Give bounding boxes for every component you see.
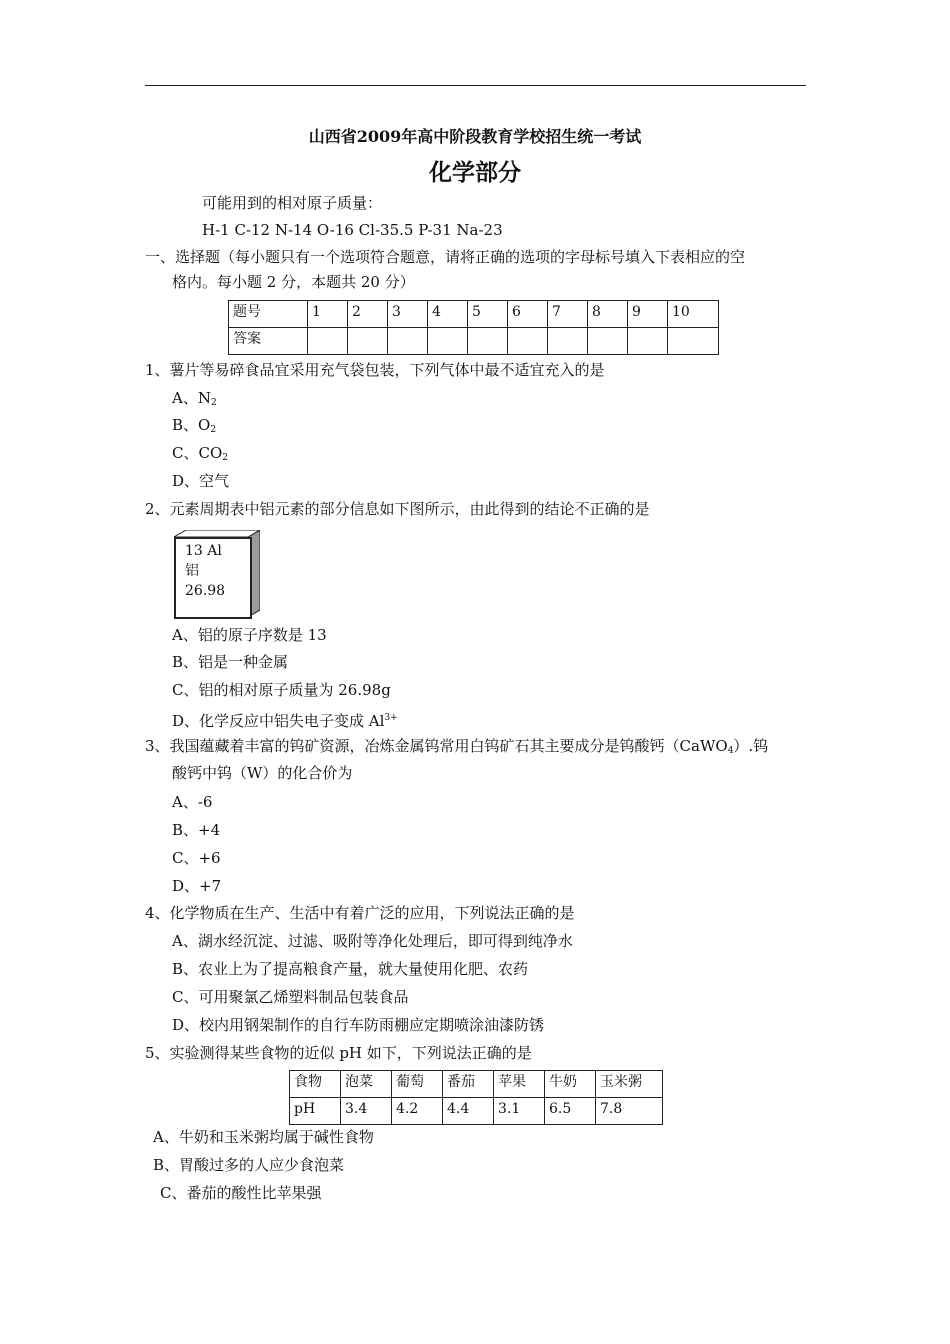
answer-table <box>228 300 719 355</box>
exam-subtitle: 化学部分 <box>429 159 521 186</box>
q5-option-c: C、番茄的酸性比苹果强 <box>160 1184 322 1202</box>
answer-cell <box>308 328 348 355</box>
ph-table-value: 4.4 <box>443 1098 494 1125</box>
answer-table-number: 2 <box>348 301 388 328</box>
q2-option-c: C、铝的相对原子质量为 26.98g <box>172 681 391 699</box>
answer-table-number: 6 <box>508 301 548 328</box>
element-name: 铝 <box>185 563 199 579</box>
top-rule <box>145 85 806 86</box>
ph-table-header: 葡萄 <box>392 1071 443 1098</box>
element-mass: 26.98 <box>185 583 226 599</box>
answer-table-answer-row <box>229 328 719 355</box>
ph-table-value: 3.1 <box>494 1098 545 1125</box>
q2-stem: 2、元素周期表中铝元素的部分信息如下图所示，由此得到的结论不正确的是 <box>145 500 650 518</box>
ph-table-value-row <box>290 1098 663 1125</box>
ph-table-header: 番茄 <box>443 1071 494 1098</box>
answer-table-number: 5 <box>468 301 508 328</box>
q2-option-d: D、化学反应中铝失电子变成 $Al^{3+}$ <box>172 712 398 730</box>
ph-table-header: 玉米粥 <box>596 1071 663 1098</box>
q5-option-a: A、牛奶和玉米粥均属于碱性食物 <box>153 1128 374 1146</box>
q1-option-d: D、空气 <box>172 472 230 490</box>
answer-table-number: 4 <box>428 301 468 328</box>
q2-option-b: B、铝是一种金属 <box>172 653 289 671</box>
q4-option-c: C、可用聚氯乙烯塑料制品包装食品 <box>172 988 409 1006</box>
answer-cell <box>588 328 628 355</box>
answer-table-header-answer: 答案 <box>229 328 308 355</box>
answer-table-number: 3 <box>388 301 428 328</box>
ph-table-value: 6.5 <box>545 1098 596 1125</box>
answer-table-number: 9 <box>628 301 668 328</box>
ph-table-value: 4.2 <box>392 1098 443 1125</box>
answer-table-number: 10 <box>668 301 719 328</box>
q4-option-d: D、校内用钢架制作的自行车防雨棚应定期喷涂油漆防锈 <box>172 1016 545 1034</box>
q3-option-b: B、+4 <box>172 821 221 839</box>
answer-table-header-number: 题号 <box>229 301 308 328</box>
answer-cell <box>468 328 508 355</box>
section1-instructions: 一、选择题（每小题只有一个选项符合题意，请将正确的选项的字母标号填入下表相应的空 <box>145 248 746 266</box>
q3-option-d: D、+7 <box>172 877 222 895</box>
element-number-symbol: 13 Al <box>185 543 222 559</box>
answer-cell <box>628 328 668 355</box>
ph-table-header: 泡菜 <box>341 1071 392 1098</box>
answer-cell <box>508 328 548 355</box>
q4-option-a: A、湖水经沉淀、过滤、吸附等净化处理后，即可得到纯净水 <box>172 932 573 950</box>
q2-option-a: A、铝的原子序数是 13 <box>172 626 327 644</box>
answer-table-number-row <box>229 301 719 328</box>
q1-option-a: A、$N_2$ <box>172 389 217 408</box>
ph-table-header: 食物 <box>290 1071 341 1098</box>
answer-cell <box>428 328 468 355</box>
exam-title: 山西省2009年高中阶段教育学校招生统一考试 <box>308 127 642 146</box>
answer-cell <box>548 328 588 355</box>
section1-instructions-cont: 格内。每小题 2 分，本题共 20 分） <box>172 273 415 291</box>
answer-table-number: 7 <box>548 301 588 328</box>
q1-option-c: C、$CO_2$ <box>172 444 228 463</box>
atomic-mass-label: 可能用到的相对原子质量： <box>202 194 383 212</box>
q1-option-b: B、$O_2$ <box>172 416 217 435</box>
ph-table-header-row <box>290 1071 663 1098</box>
atomic-mass-values: H-1 C-12 N-14 O-16 Cl-35.5 P-31 Na-23 <box>202 221 503 239</box>
q3-option-a: A、-6 <box>172 793 213 811</box>
answer-table-number: 1 <box>308 301 348 328</box>
ph-table-value: pH <box>290 1098 341 1125</box>
ph-table-header: 苹果 <box>494 1071 545 1098</box>
q5-stem: 5、实验测得某些食物的近似 pH 如下，下列说法正确的是 <box>145 1044 532 1062</box>
ph-table-header: 牛奶 <box>545 1071 596 1098</box>
q3-option-c: C、+6 <box>172 849 221 867</box>
q4-stem: 4、化学物质在生产、生活中有着广泛的应用，下列说法正确的是 <box>145 904 575 922</box>
ph-table <box>289 1070 663 1125</box>
answer-cell <box>348 328 388 355</box>
ph-table-value: 3.4 <box>341 1098 392 1125</box>
ph-table-value: 7.8 <box>596 1098 663 1125</box>
answer-cell <box>388 328 428 355</box>
q3-stem: 3、我国蕴藏着丰富的钨矿资源，冶炼金属钨常用白钨矿石其主要成分是钨酸钙（CaWO$_4$）.钨 <box>145 737 769 756</box>
answer-cell <box>668 328 719 355</box>
q4-option-b: B、农业上为了提高粮食产量，就大量使用化肥、农药 <box>172 960 529 978</box>
q1-stem: 1、薯片等易碎食品宜采用充气袋包装，下列气体中最不适宜充入的是 <box>145 361 605 379</box>
q5-option-b: B、胃酸过多的人应少食泡菜 <box>153 1156 345 1174</box>
q3-stem-cont: 酸钙中钨（W）的化合价为 <box>172 764 353 782</box>
answer-table-number: 8 <box>588 301 628 328</box>
